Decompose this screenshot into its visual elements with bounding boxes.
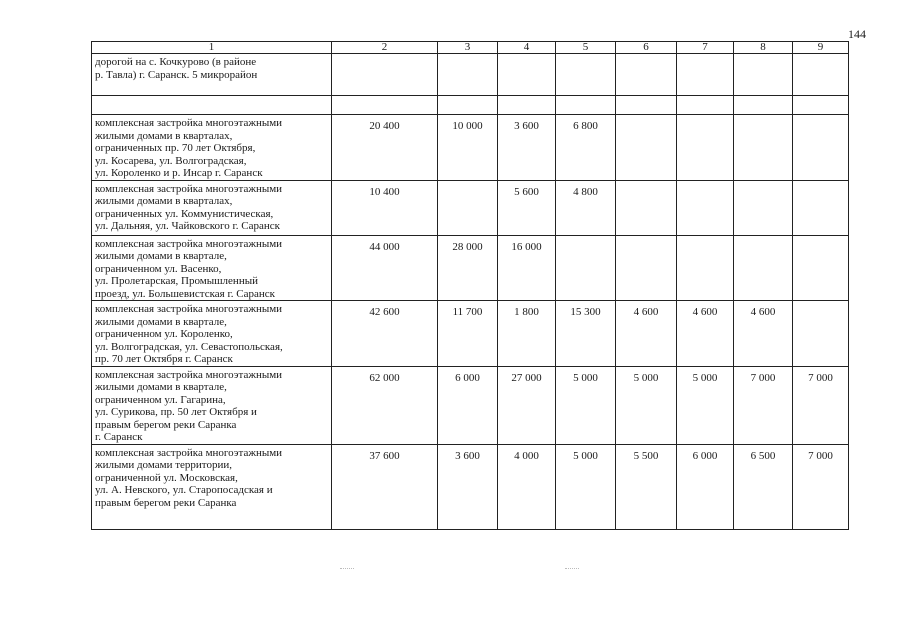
page-number: 144 (848, 27, 866, 41)
value-cell: 3 600 (438, 444, 498, 529)
value-cell (616, 115, 677, 181)
value-cell (734, 115, 793, 181)
value-cell: 5 000 (556, 444, 616, 529)
value-cell: 5 000 (556, 366, 616, 444)
scan-mark (340, 568, 354, 569)
table-row (92, 301, 849, 367)
value-cell: 4 000 (498, 444, 556, 529)
description-cell: комплексная застройка многоэтажными жилыми домами территории, ограниченной ул. Московская, ул. А. Невского, ул. Старопосадская и правым берегом реки Саранка (92, 444, 332, 529)
value-cell (616, 235, 677, 301)
blank-cell (793, 96, 849, 115)
value-cell: 5 000 (677, 366, 734, 444)
value-cell: 4 800 (556, 180, 616, 235)
blank-row (92, 96, 849, 115)
value-cell: 5 500 (616, 444, 677, 529)
header-cell: 3 (438, 42, 498, 54)
table-row (92, 180, 849, 235)
value-cell: 7 000 (793, 366, 849, 444)
value-cell (793, 301, 849, 367)
blank-cell (332, 96, 438, 115)
value-cell: 4 600 (734, 301, 793, 367)
value-cell: 4 600 (677, 301, 734, 367)
table-row (92, 366, 849, 444)
value-cell (556, 235, 616, 301)
blank-cell (92, 96, 332, 115)
value-cell (438, 54, 498, 96)
blank-cell (556, 96, 616, 115)
value-cell: 15 300 (556, 301, 616, 367)
value-cell (677, 180, 734, 235)
blank-cell (616, 96, 677, 115)
blank-cell (498, 96, 556, 115)
value-cell (677, 115, 734, 181)
value-cell (734, 54, 793, 96)
value-cell: 27 000 (498, 366, 556, 444)
value-cell (498, 54, 556, 96)
value-cell: 42 600 (332, 301, 438, 367)
value-cell: 20 400 (332, 115, 438, 181)
value-cell (793, 180, 849, 235)
header-cell: 6 (616, 42, 677, 54)
scan-mark (565, 568, 579, 569)
value-cell: 10 400 (332, 180, 438, 235)
value-cell (332, 54, 438, 96)
description-cell: дорогой на с. Кочкурово (в районе р. Тавла) г. Саранск. 5 микрорайон (92, 54, 332, 96)
value-cell (793, 115, 849, 181)
table-row (92, 115, 849, 181)
column-number-header (92, 42, 849, 54)
value-cell (677, 54, 734, 96)
value-cell: 5 000 (616, 366, 677, 444)
value-cell (556, 54, 616, 96)
value-cell: 5 600 (498, 180, 556, 235)
value-cell (616, 180, 677, 235)
table-row (92, 444, 849, 529)
header-cell: 8 (734, 42, 793, 54)
description-cell: комплексная застройка многоэтажными жилыми домами в квартале, ограниченном ул. Гагарина, ул. Сурикова, пр. 50 лет Октября и правым берегом реки Саранка г. Саранск (92, 366, 332, 444)
table-row (92, 54, 849, 96)
value-cell (734, 180, 793, 235)
blank-cell (734, 96, 793, 115)
value-cell: 6 000 (438, 366, 498, 444)
value-cell (734, 235, 793, 301)
value-cell: 7 000 (734, 366, 793, 444)
value-cell: 6 800 (556, 115, 616, 181)
value-cell: 1 800 (498, 301, 556, 367)
description-cell: комплексная застройка многоэтажными жилыми домами в кварталах, ограниченных ул. Коммунистическая, ул. Дальняя, ул. Чайковского г. Саранск (92, 180, 332, 235)
value-cell: 3 600 (498, 115, 556, 181)
value-cell: 10 000 (438, 115, 498, 181)
value-cell (793, 54, 849, 96)
header-cell: 5 (556, 42, 616, 54)
blank-cell (677, 96, 734, 115)
description-cell: комплексная застройка многоэтажными жилыми домами в кварталах, ограниченных пр. 70 лет Октября, ул. Косарева, ул. Волгоградская, ул. Короленко и р. Инсар г. Саранск (92, 115, 332, 181)
value-cell: 37 600 (332, 444, 438, 529)
value-cell: 62 000 (332, 366, 438, 444)
value-cell: 16 000 (498, 235, 556, 301)
header-cell: 7 (677, 42, 734, 54)
header-cell: 9 (793, 42, 849, 54)
blank-cell (438, 96, 498, 115)
header-cell: 4 (498, 42, 556, 54)
header-cell: 1 (92, 42, 332, 54)
value-cell: 4 600 (616, 301, 677, 367)
description-cell: комплексная застройка многоэтажными жилыми домами в квартале, ограниченном ул. Короленко, ул. Волгоградская, ул. Севастопольская, пр. 70 лет Октября г. Саранск (92, 301, 332, 367)
header-cell: 2 (332, 42, 438, 54)
value-cell (793, 235, 849, 301)
description-cell: комплексная застройка многоэтажными жилыми домами в квартале, ограниченном ул. Васенко, ул. Пролетарская, Промышленный проезд, ул. Большевистская г. Саранск (92, 235, 332, 301)
value-cell: 6 500 (734, 444, 793, 529)
value-cell: 7 000 (793, 444, 849, 529)
value-cell: 28 000 (438, 235, 498, 301)
value-cell (438, 180, 498, 235)
value-cell (616, 54, 677, 96)
value-cell (677, 235, 734, 301)
table-row (92, 235, 849, 301)
value-cell: 44 000 (332, 235, 438, 301)
value-cell: 6 000 (677, 444, 734, 529)
data-table (91, 41, 849, 530)
value-cell: 11 700 (438, 301, 498, 367)
